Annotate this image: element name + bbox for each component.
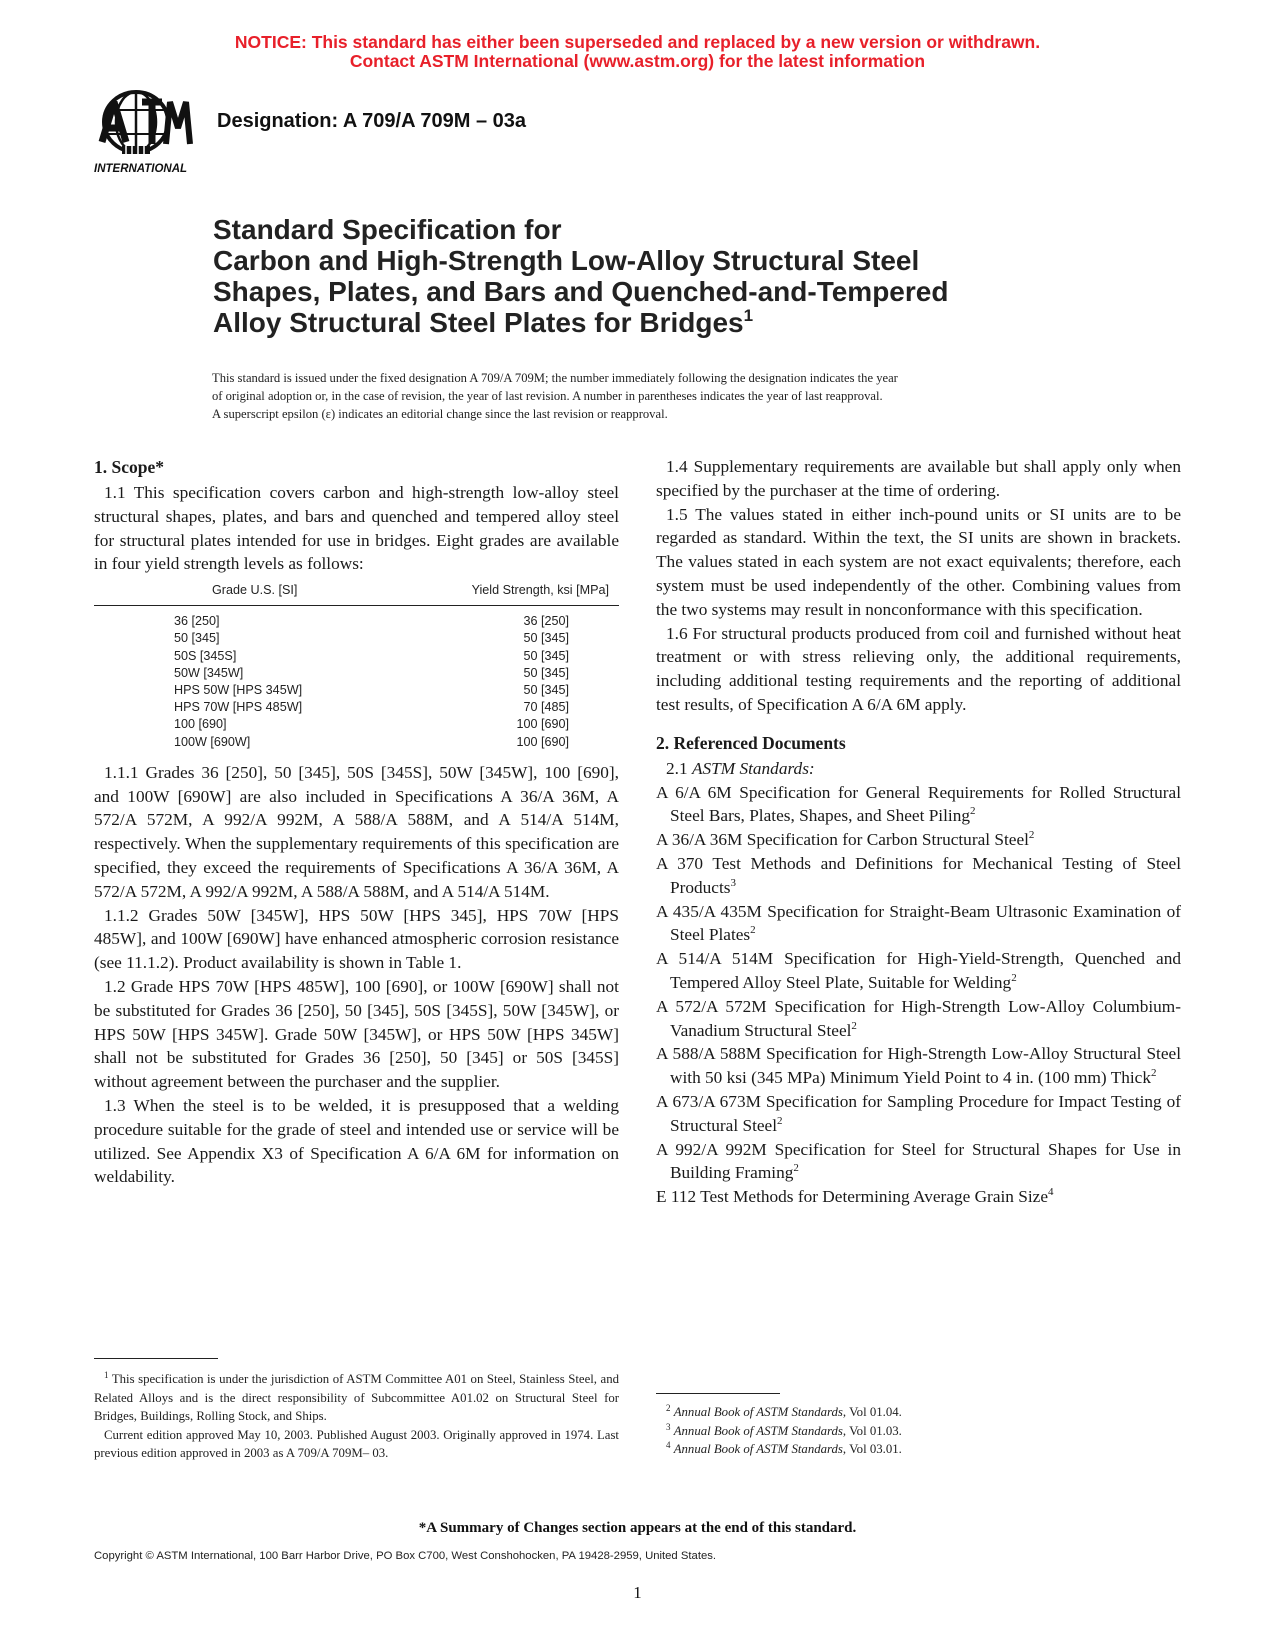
notice-line-1: NOTICE: This standard has either been superseded and replaced by a new version or withdrawn. bbox=[234, 32, 1041, 52]
issued-line-2: of original adoption or, in the case of revision, the year of last revision. A number in parentheses indicates the year of last reapproval. bbox=[212, 389, 883, 403]
grade-cell: 36 [250] bbox=[174, 614, 220, 629]
yield-cell: 36 [250] bbox=[523, 614, 569, 629]
reference-item: A 673/A 673M Specification for Sampling Procedure for Impact Testing of Structural Steel$^2$ bbox=[656, 1091, 1181, 1135]
yield-column-header: Yield Strength, ksi [MPa] bbox=[401, 582, 619, 606]
notice-line-2: Contact ASTM International (www.astm.org) for the latest information bbox=[349, 51, 926, 71]
copyright: Copyright © ASTM International, 100 Barr Harbor Drive, PO Box C700, West Conshohocken, PA 19428-2959, United States. bbox=[94, 1550, 717, 1562]
table-row bbox=[94, 682, 619, 699]
grade-cell: HPS 50W [HPS 345W] bbox=[174, 683, 303, 697]
yield-cell: 50 [345] bbox=[523, 631, 569, 646]
yield-cell: 100 [690] bbox=[516, 717, 569, 732]
issued-line-1: This standard is issued under the fixed designation A 709/A 709M; the number immediately following the designation indicates the year bbox=[212, 371, 898, 385]
astm-standards-subheading: 2.1 ASTM Standards: bbox=[666, 758, 815, 778]
grade-cell: 50S [345S] bbox=[174, 648, 237, 663]
designation: Designation: A 709/A 709M – 03a bbox=[217, 110, 527, 132]
table-row bbox=[94, 734, 619, 755]
grade-cell: HPS 70W [HPS 485W] bbox=[174, 700, 303, 715]
astm-logo-icon bbox=[92, 88, 196, 180]
summary-note: *A Summary of Changes section appears at the end of this standard. bbox=[418, 1520, 857, 1536]
section-1-4: 1.4 Supplementary requirements are available but shall apply only when specified by the purchaser at the time of ordering. bbox=[656, 457, 1181, 500]
footnotes-left bbox=[94, 1370, 619, 1463]
grade-column-header: Grade U.S. [SI] bbox=[94, 582, 401, 606]
grade-cell: 100 [690] bbox=[174, 717, 227, 732]
section-1-2: 1.2 Grade HPS 70W [HPS 485W], 100 [690], or 100W [690W] shall not be substituted for Grades 36 [250], 50 [345], 50S [345S], 50W [345W], or HPS 50W [HPS 345W]. Grade 50W [345W], or HPS 50W [HPS 345W] shall not be substituted for Grades 36 [250], 50 [345] or 50S [345S] without agreement between the purchaser and the supplier. bbox=[94, 976, 619, 1092]
table-row bbox=[94, 716, 619, 733]
section-1-1-1: 1.1.1 Grades 36 [250], 50 [345], 50S [345S], 50W [345W], 100 [690], and 100W [690W] are also included in Specifications A 36/A 36M, A 572/A 572M, A 992/A 992M, A 588/A 588M, and A 514/A 514M, respectively. When the supplementary requirements of this specification are specified, they exceed the requirements of Specifications A 36/A 36M, A 572/A 572M, A 992/A 992M, A 588/A 588M, and A 514/A 514M. bbox=[94, 762, 619, 901]
yield-cell: 70 [485] bbox=[523, 700, 569, 715]
yield-cell: 100 [690] bbox=[516, 734, 569, 749]
referenced-documents-heading: 2. Referenced Documents bbox=[656, 732, 846, 753]
reference-item: A 370 Test Methods and Definitions for Mechanical Testing of Steel Products$^3$ bbox=[656, 853, 1181, 897]
table-row bbox=[94, 648, 619, 665]
grade-cell: 50W [345W] bbox=[174, 665, 244, 680]
page-title bbox=[213, 214, 1113, 338]
title-line-1: Standard Specification for bbox=[213, 214, 562, 245]
left-column bbox=[94, 455, 619, 1189]
footnote-divider-left bbox=[94, 1358, 218, 1359]
notice-banner bbox=[0, 33, 1275, 71]
title-line-4: Alloy Structural Steel Plates for Bridges$^1$ bbox=[213, 306, 754, 338]
issued-note bbox=[212, 369, 1072, 423]
reference-item: A 514/A 514M Specification for High-Yield-Strength, Quenched and Tempered Alloy Steel Plate, Suitable for Welding$^2$ bbox=[656, 949, 1181, 992]
footnote-1: $^1$ This specification is under the jurisdiction of ASTM Committee A01 on Steel, Stainless Steel, and Related Alloys and is the direct responsibility of Subcommittee A01.02 on Structural Steel for Bridges, Buildings, Rolling Stock, and Ships. bbox=[94, 1370, 620, 1423]
table-row bbox=[94, 665, 619, 682]
section-1-5: 1.5 The values stated in either inch-pound units or SI units are to be regarded as standard. Within the text, the SI units are shown in brackets. The values stated in each system are not exact equivalents; therefore, each system must be used independently of the other. Combining values from the two systems may result in nonconformance with this specification. bbox=[656, 504, 1181, 619]
section-1-3: 1.3 When the steel is to be welded, it is presupposed that a welding procedure suitable for the grade of steel and intended use or service will be utilized. See Appendix X3 of Specification A 6/A 6M for information on weldability. bbox=[94, 1095, 619, 1187]
grades-table bbox=[94, 582, 619, 755]
table-row bbox=[94, 630, 619, 647]
footnote-3: $^3$ Annual Book of ASTM Standards, Vol 01.03. bbox=[666, 1421, 902, 1438]
section-1-1-2: 1.1.2 Grades 50W [345W], HPS 50W [HPS 345], HPS 70W [HPS 485W], and 100W [690W] have enhanced atmospheric corrosion resistance (see 11.1.2). Product availability is shown in Table 1. bbox=[94, 905, 619, 973]
reference-item: A 588/A 588M Specification for High-Strength Low-Alloy Structural Steel with 50 ksi (345 MPa) Minimum Yield Point to 4 in. (100 mm) Thick$^2$ bbox=[656, 1044, 1181, 1088]
section-1-6: 1.6 For structural products produced from coil and furnished without heat treatment or with stress relieving only, the additional requirements, including additional testing requirements and the reporting of additional test results, of Specification A 6/A 6M apply. bbox=[656, 623, 1181, 714]
svg-text:INTERNATIONAL: INTERNATIONAL bbox=[94, 163, 188, 175]
reference-item: A 36/A 36M Specification for Carbon Structural Steel$^2$ bbox=[656, 829, 1035, 850]
grade-cell: 100W [690W] bbox=[174, 734, 251, 749]
right-column bbox=[656, 455, 1181, 1209]
grade-cell: 50 [345] bbox=[174, 631, 220, 646]
footnote-4: $^4$ Annual Book of ASTM Standards, Vol 03.01. bbox=[666, 1440, 902, 1456]
table-row bbox=[94, 606, 619, 631]
reference-item: E 112 Test Methods for Determining Average Grain Size$^4$ bbox=[656, 1186, 1054, 1207]
section-1-1: 1.1 This specification covers carbon and high-strength low-alloy steel structural shapes, plates, and bars and quenched and tempered alloy steel for structural plates intended for use in bridges. Eight grades are available in four yield strength levels as follows: bbox=[94, 483, 619, 574]
title-footnote-mark: 1 bbox=[743, 306, 754, 325]
reference-item: A 435/A 435M Specification for Straight-Beam Ultrasonic Examination of Steel Plates$^2$ bbox=[656, 901, 1181, 945]
scope-heading: 1. Scope* bbox=[94, 457, 164, 477]
title-line-2: Carbon and High-Strength Low-Alloy Structural Steel bbox=[213, 245, 920, 276]
yield-cell: 50 [345] bbox=[523, 665, 569, 680]
reference-item: A 6/A 6M Specification for General Requirements for Rolled Structural Steel Bars, Plates, Shapes, and Sheet Piling$^2$ bbox=[656, 782, 1181, 826]
yield-cell: 50 [345] bbox=[523, 683, 569, 697]
astm-logo bbox=[92, 88, 196, 180]
reference-item: A 992/A 992M Specification for Steel for Structural Shapes for Use in Building Framing$^2$ bbox=[656, 1139, 1181, 1183]
footnote-1-edition: Current edition approved May 10, 2003. Published August 2003. Originally approved in 1974. Last previous edition approved in 2003 as A 709/A 709M– 03. bbox=[94, 1427, 619, 1460]
footnotes-right bbox=[656, 1403, 1181, 1459]
footnote-2: $^2$ Annual Book of ASTM Standards, Vol 01.04. bbox=[666, 1403, 902, 1419]
reference-item: A 572/A 572M Specification for High-Strength Low-Alloy Columbium-Vanadium Structural Steel$^2$ bbox=[656, 996, 1181, 1040]
issued-line-3: A superscript epsilon (ε) indicates an editorial change since the last revision or reapproval. bbox=[212, 407, 668, 421]
footnote-divider-right bbox=[656, 1393, 780, 1394]
title-line-3: Shapes, Plates, and Bars and Quenched-and-Tempered bbox=[213, 276, 949, 307]
table-row bbox=[94, 699, 619, 716]
page-number: 1 bbox=[633, 1583, 642, 1602]
yield-cell: 50 [345] bbox=[523, 648, 569, 663]
